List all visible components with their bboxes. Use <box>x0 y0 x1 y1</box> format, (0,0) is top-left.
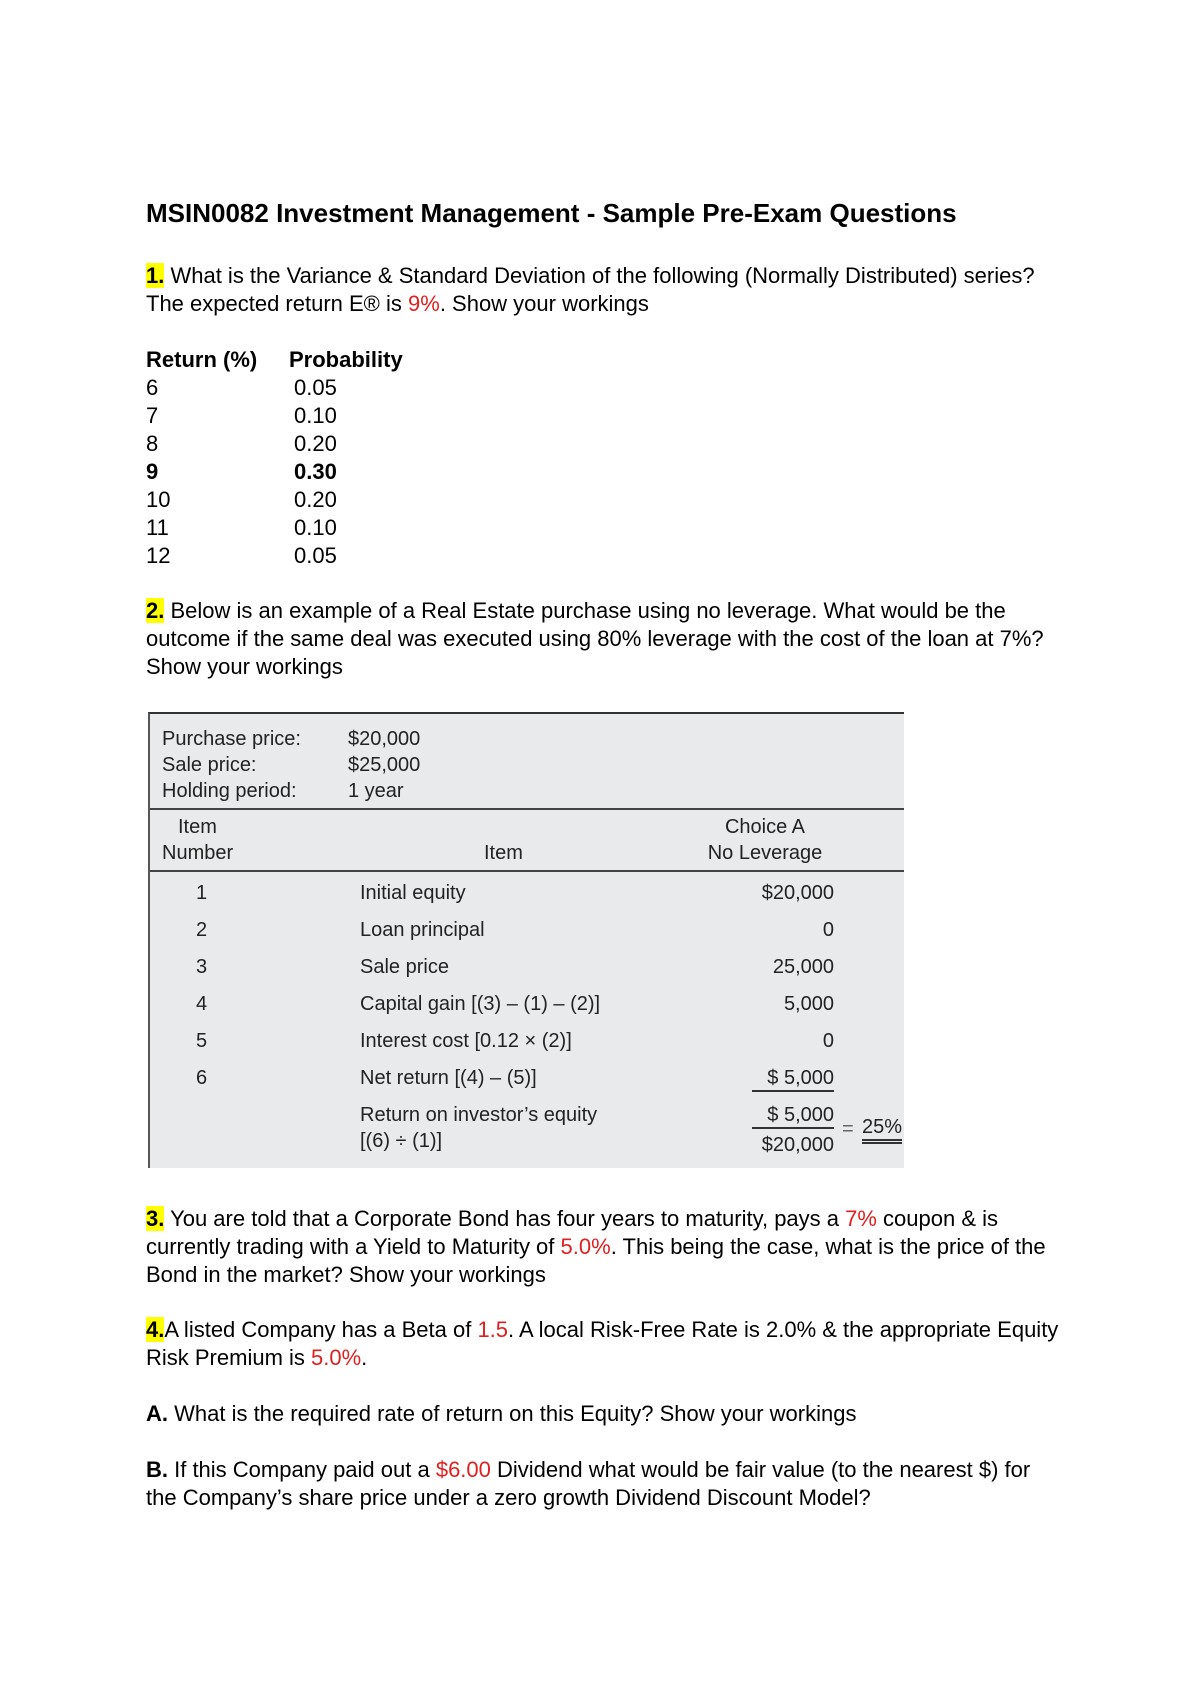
column-header-probability: Probability <box>289 347 403 372</box>
item-value: 5,000 <box>783 993 834 1015</box>
highlight-value: 5.0% <box>560 1234 611 1259</box>
probability-cell: 0.30 <box>294 459 337 484</box>
question-3 <box>146 1205 1066 1289</box>
question-2 <box>146 597 1066 681</box>
probability-cell: 0.05 <box>294 375 337 400</box>
probability-cell: 0.20 <box>294 487 337 512</box>
return-cell: 8 <box>146 431 159 456</box>
item-number: 2 <box>196 919 208 941</box>
divider <box>150 808 904 810</box>
item-number: 3 <box>196 956 208 978</box>
item-number: 4 <box>196 993 208 1015</box>
question-text: What is the Variance & Standard Deviation of the following (Normally Distributed) series? The expected return E® is <box>146 263 1035 316</box>
question-number: 1. <box>146 263 165 288</box>
probability-cell: 0.10 <box>294 403 337 428</box>
return-cell: 12 <box>146 543 171 568</box>
real-estate-example-figure <box>148 712 904 1168</box>
part-label: B. <box>146 1457 168 1482</box>
item-number: 6 <box>196 1067 208 1089</box>
item-label: Interest cost [0.12 × (2)] <box>360 1030 572 1052</box>
sale-price-value: $25,000 <box>348 754 421 776</box>
item-number: 5 <box>196 1030 208 1052</box>
item-label: Loan principal <box>360 919 485 941</box>
table-row <box>146 430 494 458</box>
question-text: You are told that a Corporate Bond has four years to maturity, pays a <box>164 1206 846 1231</box>
question-4b <box>146 1456 1066 1512</box>
highlight-value: 7% <box>845 1206 877 1231</box>
return-probability-table <box>146 346 494 570</box>
return-cell: 6 <box>146 375 159 400</box>
question-text: . A local Risk-Free Rate is 2.0% & the appropriate Equity Risk Premium is <box>146 1317 1059 1370</box>
item-label: Net return [(4) – (5)] <box>360 1067 537 1089</box>
column-header-choice-line2: No Leverage <box>707 842 823 864</box>
sale-price-label: Sale price: <box>162 754 257 776</box>
question-text: coupon & is currently trading with a Yield to Maturity of <box>146 1206 998 1259</box>
holding-period-label: Holding period: <box>162 780 297 802</box>
question-1 <box>146 262 1066 318</box>
column-header-choice-line1: Choice A <box>724 816 806 838</box>
table-row <box>146 514 494 542</box>
question-number: 2. <box>146 598 165 623</box>
column-header-item-number-line1: Item <box>178 816 217 838</box>
roe-numerator: $ 5,000 <box>752 1104 834 1129</box>
table-row-highlighted <box>146 458 494 486</box>
part-label: A. <box>146 1401 168 1426</box>
table-header-row <box>146 346 494 374</box>
question-number: 4. <box>146 1317 165 1342</box>
roe-result: 25% <box>862 1116 902 1144</box>
question-text: Below is an example of a Real Estate purchase using no leverage. What would be the outcome if the same deal was executed using 80% leverage with the cost of the loan at 7%? Show your workings <box>146 598 1044 679</box>
roe-label-line2: [(6) ÷ (1)] <box>360 1130 443 1152</box>
column-header-return: Return (%) <box>146 347 258 372</box>
table-row <box>146 486 494 514</box>
net-return-value: $ 5,000 <box>752 1067 834 1092</box>
table-row <box>146 374 494 402</box>
highlight-value: 5.0% <box>311 1345 362 1370</box>
item-value: 25,000 <box>772 956 834 978</box>
question-4a <box>146 1400 1066 1428</box>
item-value: 0 <box>822 919 834 941</box>
question-text: What is the required rate of return on this Equity? Show your workings <box>168 1401 857 1426</box>
purchase-price-label: Purchase price: <box>162 728 301 750</box>
question-number: 3. <box>146 1206 165 1231</box>
probability-cell: 0.05 <box>294 543 337 568</box>
return-cell: 9 <box>146 459 159 484</box>
question-text: . Show your workings <box>439 291 649 316</box>
probability-cell: 0.20 <box>294 431 337 456</box>
highlight-value: $6.00 <box>435 1457 491 1482</box>
question-text: . This being the case, what is the price of the Bond in the market? Show your workings <box>146 1234 1046 1287</box>
question-text: If this Company paid out a <box>168 1457 436 1482</box>
probability-cell: 0.10 <box>294 515 337 540</box>
item-label: Capital gain [(3) – (1) – (2)] <box>360 993 601 1015</box>
item-value: 0 <box>822 1030 834 1052</box>
question-4 <box>146 1316 1066 1372</box>
return-cell: 10 <box>146 487 171 512</box>
item-label: Sale price <box>360 956 449 978</box>
question-text: A listed Company has a Beta of <box>164 1317 478 1342</box>
return-cell: 11 <box>146 515 169 540</box>
table-row <box>146 542 494 570</box>
roe-denominator: $20,000 <box>761 1134 834 1156</box>
question-text: Dividend what would be fair value (to the nearest $) for the Company’s share price under a zero growth Dividend Discount Model? <box>146 1457 1031 1510</box>
holding-period-value: 1 year <box>348 780 404 802</box>
question-text: . <box>361 1345 368 1370</box>
highlight-value: 9% <box>408 291 440 316</box>
roe-label-line1: Return on investor’s equity <box>360 1104 598 1126</box>
column-header-item-number-line2: Number <box>162 842 234 864</box>
item-value: $20,000 <box>761 882 834 904</box>
divider <box>150 870 904 872</box>
item-label: Initial equity <box>360 882 466 904</box>
highlight-value: 1.5 <box>477 1317 509 1342</box>
column-header-item: Item <box>484 842 523 864</box>
page-title: MSIN0082 Investment Management - Sample Pre-Exam Questions <box>146 198 957 228</box>
purchase-price-value: $20,000 <box>348 728 421 750</box>
equals-sign: = <box>842 1118 854 1140</box>
table-row <box>146 402 494 430</box>
item-number: 1 <box>196 882 208 904</box>
return-cell: 7 <box>146 403 159 428</box>
